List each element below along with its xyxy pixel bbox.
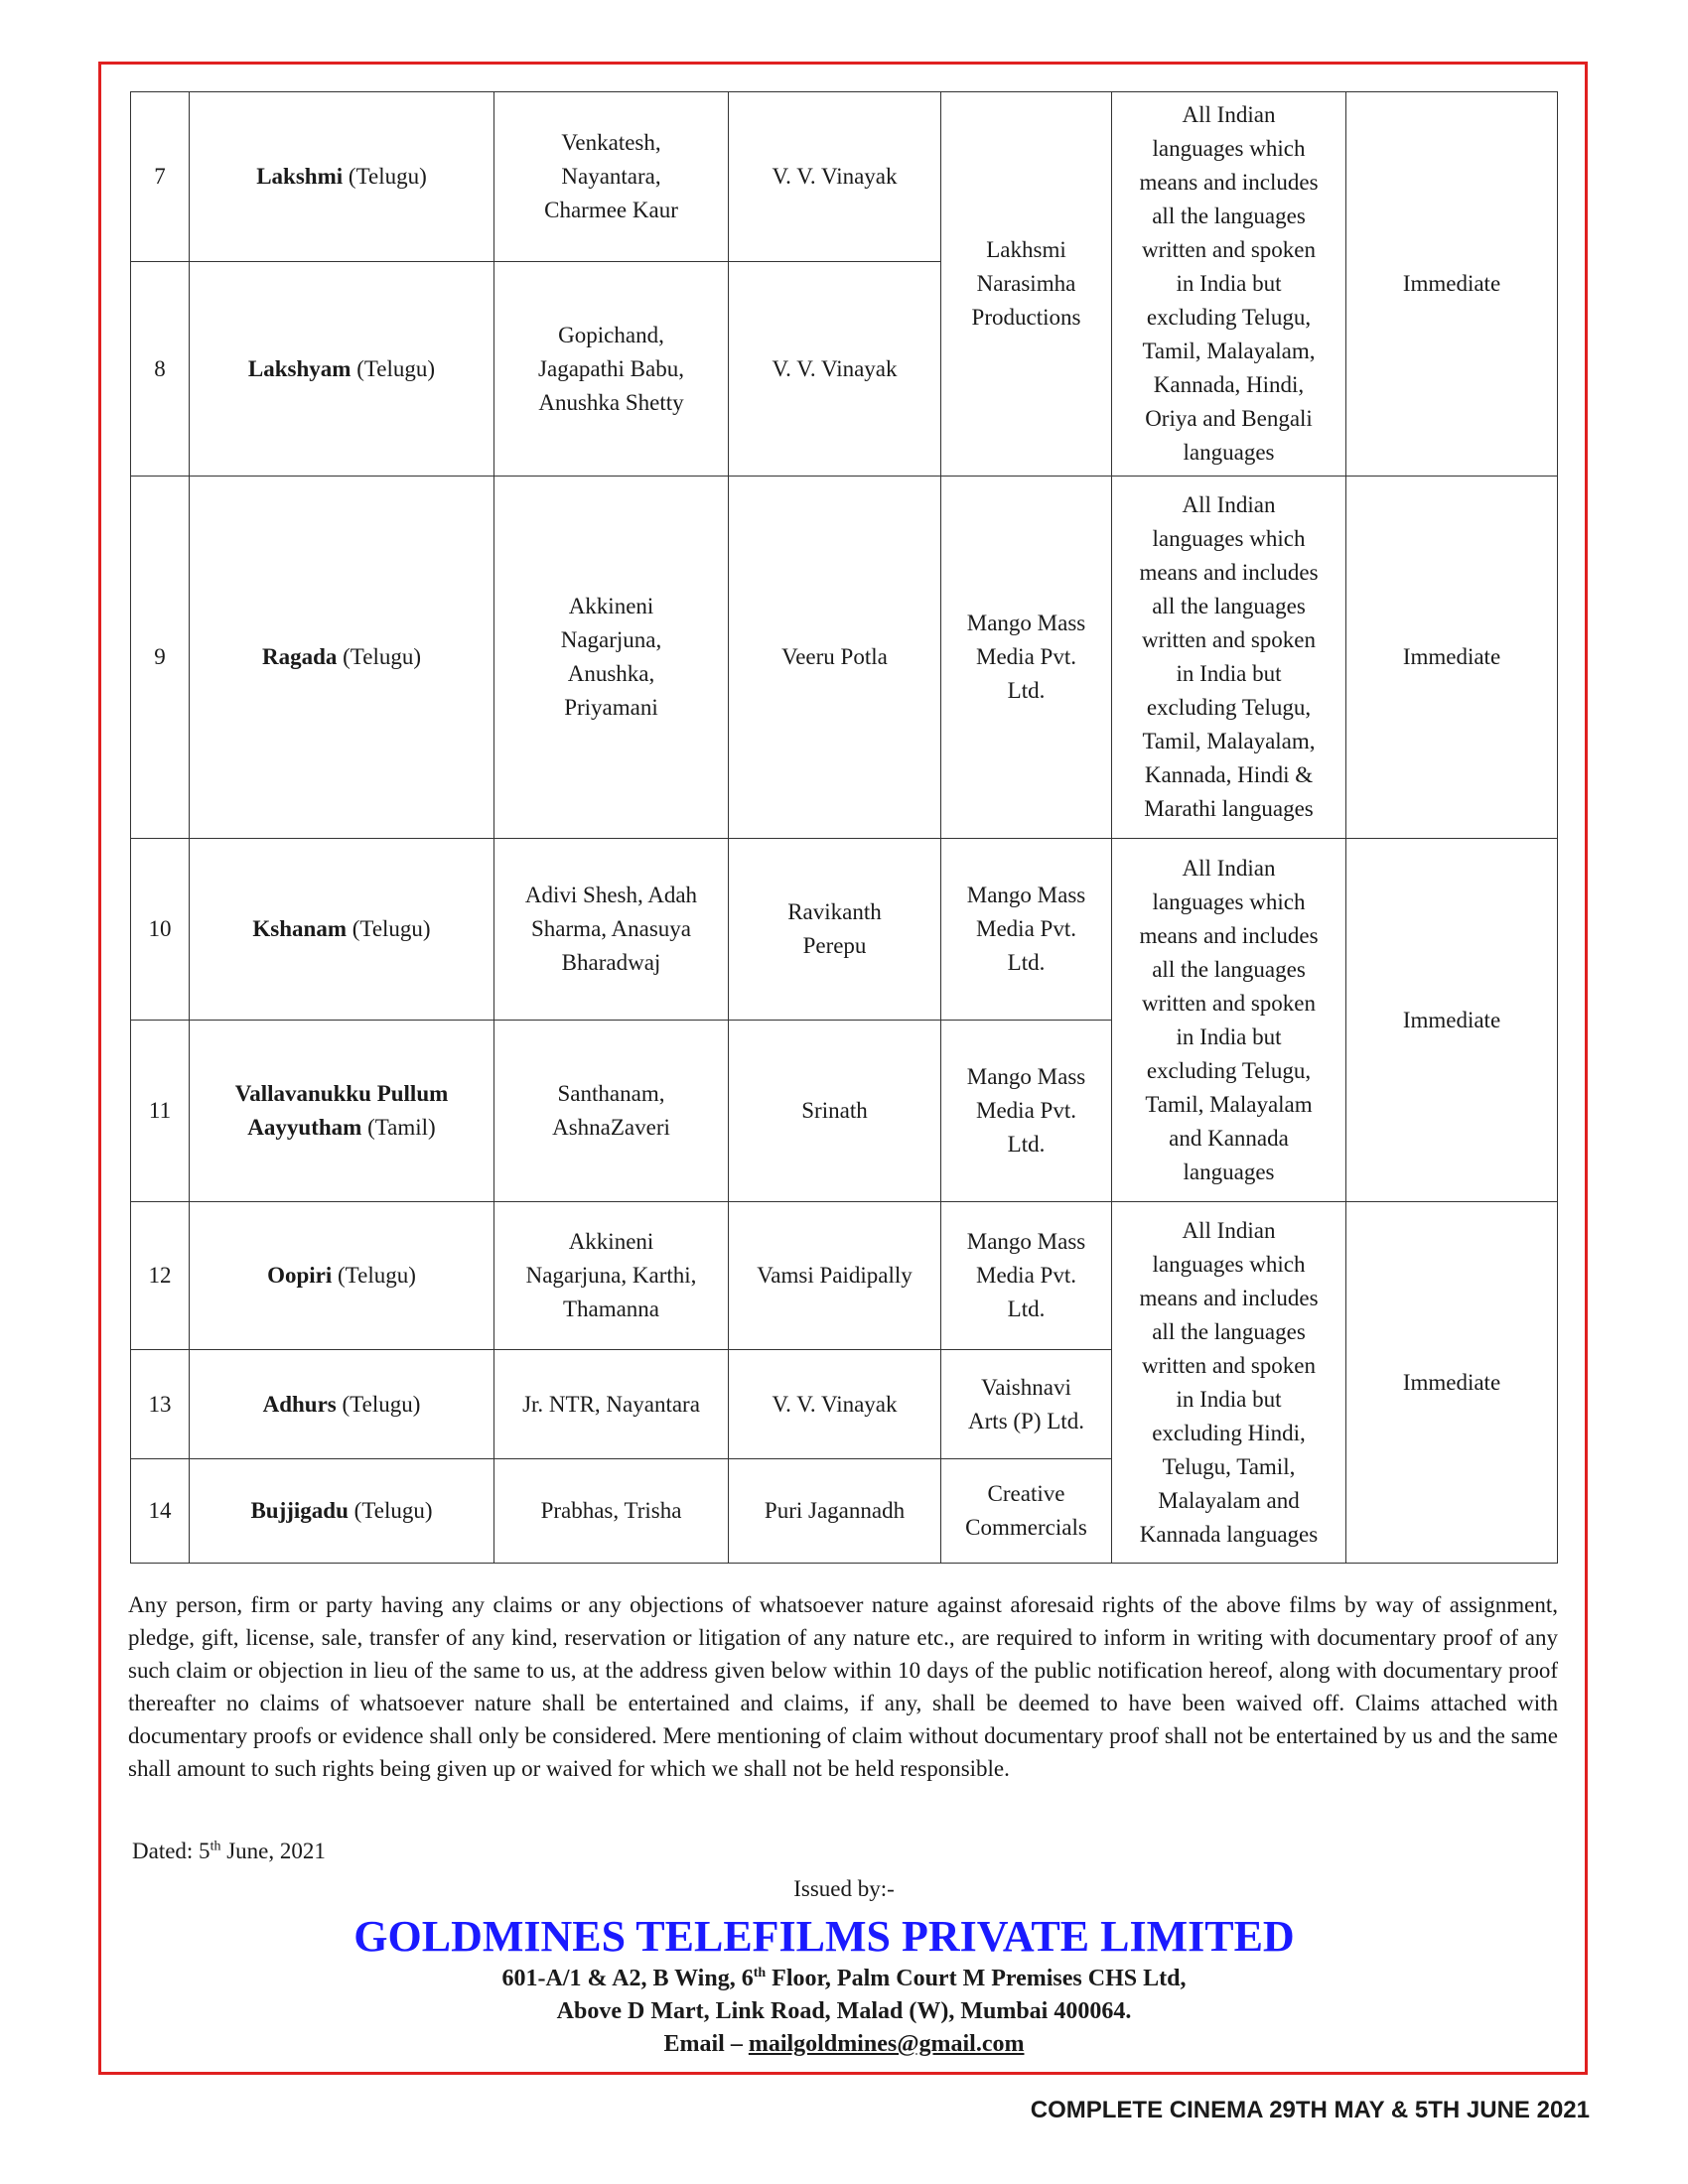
film-cast: Santhanam, AshnaZaveri	[494, 1021, 729, 1202]
film-title: Bujjigadu (Telugu)	[190, 1459, 494, 1564]
film-producer: Lakhsmi Narasimha Productions	[941, 92, 1112, 477]
rights-description: All Indian languages which means and includes all the languages written and spoken in India but excluding Telugu, Tamil, Malayalam, Kannada, Hindi, Oriya and Bengali languages	[1112, 92, 1346, 477]
film-cast: Prabhas, Trisha	[494, 1459, 729, 1564]
film-cast: Akkineni Nagarjuna, Karthi, Thamanna	[494, 1202, 729, 1350]
film-cast: Jr. NTR, Nayantara	[494, 1350, 729, 1459]
rights-description: All Indian languages which means and includes all the languages written and spoken in India but excluding Hindi, Telugu, Tamil, Malayalam and Kannada languages	[1112, 1202, 1346, 1564]
email-link[interactable]: mailgoldmines@gmail.com	[748, 2031, 1025, 2057]
table-row	[131, 477, 1558, 839]
film-number: 9	[131, 477, 190, 839]
table-row	[131, 92, 1558, 262]
rights-term: Immediate	[1346, 92, 1558, 477]
film-producer: Mango Mass Media Pvt. Ltd.	[941, 839, 1112, 1021]
films-rights-table	[130, 91, 1558, 1564]
film-number: 12	[131, 1202, 190, 1350]
film-director: Ravikanth Perepu	[729, 839, 941, 1021]
film-cast: Adivi Shesh, Adah Sharma, Anasuya Bharadwaj	[494, 839, 729, 1021]
film-title: Kshanam (Telugu)	[190, 839, 494, 1021]
film-director: Puri Jagannadh	[729, 1459, 941, 1564]
film-title: Oopiri (Telugu)	[190, 1202, 494, 1350]
film-producer: Mango Mass Media Pvt. Ltd.	[941, 1202, 1112, 1350]
rights-term: Immediate	[1346, 839, 1558, 1202]
film-number: 7	[131, 92, 190, 262]
notice-paragraph: Any person, firm or party having any claims or any objections of whatsoever nature against aforesaid rights of the above films by way of assignment, pledge, gift, license, sale, transfer of any kind, reservation or litigation of any nature etc., are required to inform in writing with documentary proof of any such claim or objection in lieu of the same to us, at the address given below within 10 days of the public notification hereof, along with documentary proof thereafter no claims of whatsoever nature shall be entertained and claims, if any, shall be deemed to have been waived off. Claims attached with documentary proofs or evidence shall only be considered. Mere mentioning of claim without documentary proof shall not be entertained by us and the same shall amount to such rights being given up or waived for which we shall not be held responsible.	[128, 1592, 1558, 1781]
film-title: Lakshyam (Telugu)	[190, 262, 494, 477]
address-line-2: Above D Mart, Link Road, Malad (W), Mumbai 400064.	[556, 1998, 1132, 2024]
company-name: GOLDMINES TELEFILMS PRIVATE LIMITED	[353, 1912, 1295, 1961]
email-line: Email – mailgoldmines@gmail.com	[663, 2031, 1025, 2057]
film-cast: Akkineni Nagarjuna, Anushka, Priyamani	[494, 477, 729, 839]
film-producer: Vaishnavi Arts (P) Ltd.	[941, 1350, 1112, 1459]
film-director: Srinath	[729, 1021, 941, 1202]
film-number: 8	[131, 262, 190, 477]
rights-description: All Indian languages which means and includes all the languages written and spoken in India but excluding Telugu, Tamil, Malayalam and Kannada languages	[1112, 839, 1346, 1202]
film-director: Veeru Potla	[729, 477, 941, 839]
film-director: Vamsi Paidipally	[729, 1202, 941, 1350]
rights-term: Immediate	[1346, 1202, 1558, 1564]
film-producer: Creative Commercials	[941, 1459, 1112, 1564]
film-number: 14	[131, 1459, 190, 1564]
rights-description: All Indian languages which means and includes all the languages written and spoken in India but excluding Telugu, Tamil, Malayalam, Kannada, Hindi & Marathi languages	[1112, 477, 1346, 839]
film-producer: Mango Mass Media Pvt. Ltd.	[941, 477, 1112, 839]
film-director: V. V. Vinayak	[729, 1350, 941, 1459]
film-director: V. V. Vinayak	[729, 92, 941, 262]
film-title: Vallavanukku Pullum Aayyutham (Tamil)	[190, 1021, 494, 1202]
table-row	[131, 839, 1558, 1021]
publication-footer: COMPLETE CINEMA 29TH MAY & 5TH JUNE 2021	[1030, 2097, 1590, 2123]
film-cast: Venkatesh, Nayantara, Charmee Kaur	[494, 92, 729, 262]
dated-line: Dated: 5th June, 2021	[132, 1839, 326, 1863]
table-row	[131, 1202, 1558, 1350]
film-number: 13	[131, 1350, 190, 1459]
rights-term: Immediate	[1346, 477, 1558, 839]
issued-by: Issued by:-	[793, 1876, 895, 1901]
film-title: Adhurs (Telugu)	[190, 1350, 494, 1459]
film-number: 10	[131, 839, 190, 1021]
film-number: 11	[131, 1021, 190, 1202]
address-line-1: 601-A/1 & A2, B Wing, 6th Floor, Palm Court M Premises CHS Ltd,	[501, 1966, 1187, 1991]
film-director: V. V. Vinayak	[729, 262, 941, 477]
film-producer: Mango Mass Media Pvt. Ltd.	[941, 1021, 1112, 1202]
film-title: Ragada (Telugu)	[190, 477, 494, 839]
film-cast: Gopichand, Jagapathi Babu, Anushka Shetty	[494, 262, 729, 477]
film-title: Lakshmi (Telugu)	[190, 92, 494, 262]
